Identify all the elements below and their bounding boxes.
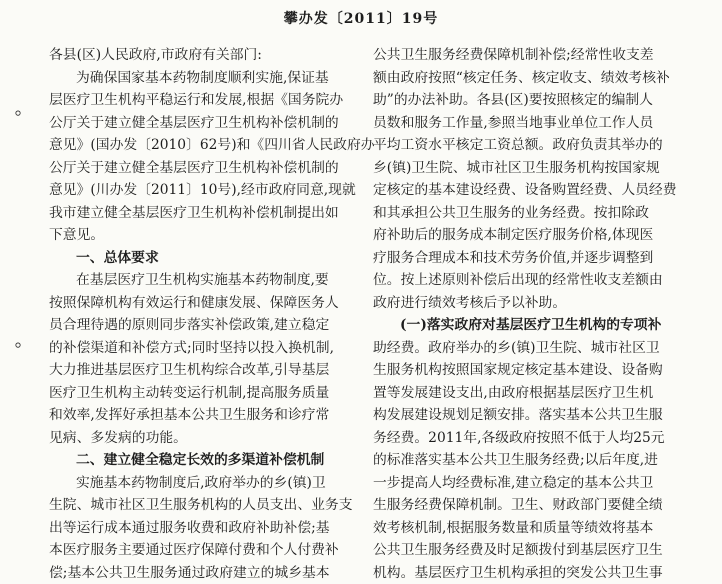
text-line: 务经费。2011年,各级政府按照不低于人均25元: [373, 427, 681, 450]
text-line: 实施基本药物制度后,政府举办的乡(镇)卫: [49, 472, 355, 495]
text-line: 公共卫生服务经费及时足额拨付到基层医疗卫生: [373, 539, 681, 562]
left-text-column: [49, 44, 355, 584]
text-line: 助”的办法补助。各县(区)要按照核定的编制人: [373, 89, 681, 112]
text-line: 政府进行绩效考核后予以补助。: [373, 292, 681, 315]
text-line: 层医疗卫生机构平稳运行和发展,根据《国务院办: [49, 89, 355, 112]
text-line: 意见》(川办发〔2011〕10号),经市政府同意,现就: [49, 179, 355, 202]
section-heading-line: (一)落实政府对基层医疗卫生机构的专项补: [373, 314, 681, 337]
text-line: 乡(镇)卫生院、城市社区卫生服务机构按国家规: [373, 157, 681, 180]
text-line: 额由政府按照“核定任务、核定收支、绩效考核补: [373, 67, 681, 90]
text-line: 各县(区)人民政府,市政府有关部门:: [49, 44, 355, 67]
text-line: 公共卫生服务经费保障机制补偿;经常性收支差: [373, 44, 681, 67]
text-line: 下意见。: [49, 224, 355, 247]
section-heading-line: 一、总体要求: [49, 247, 355, 270]
text-line: 生院、城市社区卫生服务机构的人员支出、业务支: [49, 494, 355, 517]
text-line: 见病、多发病的功能。: [49, 427, 355, 450]
binding-hole-mark-upper: ⸰: [14, 104, 22, 123]
text-line: 构发展建设规划足额安排。落实基本公共卫生服: [373, 404, 681, 427]
text-line: 在基层医疗卫生机构实施基本药物制度,要: [49, 269, 355, 292]
text-line: 疗服务合理成本和技术劳务价值,并逐步调整到: [373, 247, 681, 270]
section-heading-line: 二、建立健全稳定长效的多渠道补偿机制: [49, 449, 355, 472]
text-line: 的补偿渠道和补偿方式;同时坚持以投入换机制,: [49, 337, 355, 360]
text-line: 机构。基层医疗卫生机构承担的突发公共卫生事: [373, 562, 681, 584]
text-line: 和效率,发挥好承担基本公共卫生服务和诊疗常: [49, 404, 355, 427]
text-line: 公厅关于建立健全基层医疗卫生机构补偿机制的: [49, 157, 355, 180]
text-line: 按照保障机构有效运行和健康发展、保障医务人: [49, 292, 355, 315]
text-line: 员合理待遇的原则同步落实补偿政策,建立稳定: [49, 314, 355, 337]
text-line: 和其承担公共卫生服务的业务经费。按扣除政: [373, 202, 681, 225]
text-line: 置等发展建设支出,由政府根据基层医疗卫生机: [373, 382, 681, 405]
text-line: 出等运行成本通过服务收费和政府补助补偿;基: [49, 517, 355, 540]
text-line: 生服务经费保障机制。卫生、财政部门要健全绩: [373, 494, 681, 517]
text-line: 平均工资水平核定工资总额。政府负责其举办的: [373, 134, 681, 157]
text-line: 定核定的基本建设经费、设备购置经费、人员经费: [373, 179, 681, 202]
text-line: 生服务机构按照国家规定核定基本建设、设备购: [373, 359, 681, 382]
text-line: 府补助后的服务成本制定医疗服务价格,体现医: [373, 224, 681, 247]
document-number: 攀办发〔2011〕19号: [0, 8, 722, 28]
binding-hole-mark-lower: ⸰: [14, 336, 22, 355]
text-line: 位。按上述原则补偿后出现的经常性收支差额由: [373, 269, 681, 292]
text-line: 效考核机制,根据服务数量和质量等绩效将基本: [373, 517, 681, 540]
text-line: 大力推进基层医疗卫生机构综合改革,引导基层: [49, 359, 355, 382]
text-line: 我市建立健全基层医疗卫生机构补偿机制提出如: [49, 202, 355, 225]
text-line: 一步提高人均经费标准,建立稳定的基本公共卫: [373, 472, 681, 495]
text-line: 意见》(国办发〔2010〕62号)和《四川省人民政府办: [49, 134, 355, 157]
text-line: 员数和服务工作量,参照当地事业单位工作人员: [373, 112, 681, 135]
text-line: 偿;基本公共卫生服务通过政府建立的城乡基本: [49, 562, 355, 584]
text-line: 的标准落实基本公共卫生服务经费;以后年度,进: [373, 449, 681, 472]
text-line: 本医疗服务主要通过医疗保障付费和个人付费补: [49, 539, 355, 562]
text-line: 公厅关于建立健全基层医疗卫生机构补偿机制的: [49, 112, 355, 135]
text-line: 医疗卫生机构主动转变运行机制,提高服务质量: [49, 382, 355, 405]
text-line: 助经费。政府举办的乡(镇)卫生院、城市社区卫: [373, 337, 681, 360]
right-text-column: [373, 44, 681, 584]
text-line: 为确保国家基本药物制度顺利实施,保证基: [49, 67, 355, 90]
